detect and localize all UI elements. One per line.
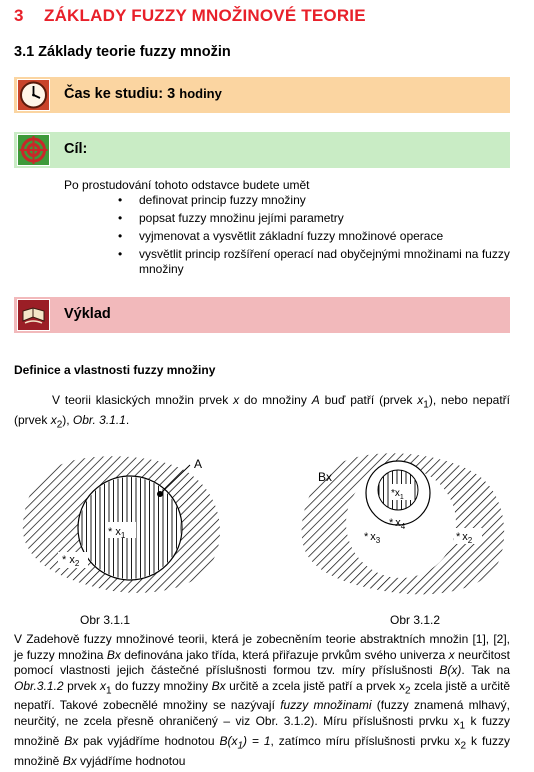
subheading: Definice a vlastnosti fuzzy množiny <box>14 363 216 377</box>
text-run: 2 <box>56 419 63 431</box>
text-run: . <box>125 412 130 427</box>
text-run: Bx <box>106 647 121 662</box>
text-run: Obr.3.1.2 <box>14 678 64 693</box>
svg-text:*x3: * $x_3$ <box>364 531 381 545</box>
text-run: 1 <box>237 740 243 752</box>
text-run: Bx <box>211 678 226 693</box>
text-run: ), nebo nepatří (prvek <box>14 393 510 427</box>
chapter-heading <box>14 6 366 26</box>
text-run: x <box>417 393 424 407</box>
text-run: Bx <box>64 733 79 748</box>
text-run: Bx <box>62 753 77 768</box>
text-run: . Tak na <box>461 663 511 677</box>
goal-item: • popsat fuzzy množinu jejími parametry <box>112 211 512 226</box>
study-time-value: 3 <box>167 86 176 102</box>
goal-list <box>112 193 512 280</box>
text-run: B(x) <box>439 663 462 677</box>
clock-icon <box>17 79 50 111</box>
text-run: k fuzzy množině <box>14 713 510 748</box>
book-icon <box>17 299 50 331</box>
text-run: 2 <box>405 684 411 696</box>
text-run: , zatímco míru příslušnosti prvku x <box>270 733 461 748</box>
section-title: 3.1 Základy teorie fuzzy množin <box>14 44 231 60</box>
set-bx-label: Bx <box>318 470 333 484</box>
text-run: určitě a zcela jistě patří a prvek x <box>225 678 406 693</box>
text-run: ), <box>62 412 73 427</box>
text-run: vyjádříme hodnotou <box>76 753 186 768</box>
goal-item: • vysvětlit princip rozšíření operací nad obyčejnými množinami na fuzzy množiny <box>112 247 512 277</box>
set-a-label: A <box>194 457 203 471</box>
paragraph-1 <box>14 393 510 433</box>
figure-3-1-2 <box>302 453 505 594</box>
goal-band <box>14 132 510 168</box>
text-run: V Zadehově fuzzy množinové teorii, která je zobecněním teorie abstraktních množin [1], [2], je fuzzy množina <box>14 632 510 662</box>
text-run: do fuzzy množiny <box>111 678 212 693</box>
svg-text:*x2: * $x_2$ <box>456 531 473 545</box>
text-run: do množiny <box>239 393 312 407</box>
text-run: buď patří (prvek <box>319 393 418 407</box>
explanation-label: Výklad <box>64 306 111 322</box>
text-run: 1 <box>105 684 112 696</box>
svg-text:* x2: * $x_2$ <box>62 554 80 568</box>
svg-text:*x1: $*x_1$ <box>391 488 404 501</box>
text-run: prvek <box>63 678 100 693</box>
study-time-caption: Čas ke studiu: <box>64 86 164 102</box>
figure-3-1-1 <box>23 456 220 593</box>
text-run: x <box>233 393 240 407</box>
text-run: B(x <box>219 733 238 748</box>
chapter-title: ZÁKLADY FUZZY MNOŽINOVÉ TEORIE <box>44 6 366 25</box>
caption-fig-2: Obr 3.1.2 <box>390 613 441 627</box>
caption-fig-1: Obr 3.1.1 <box>80 613 131 627</box>
text-run: definována jako třída, která přiřazuje prvkům svého univerza <box>120 647 449 662</box>
text-run: fuzzy množinami <box>280 698 372 713</box>
paragraph-2 <box>14 632 510 769</box>
text-run: ) = 1 <box>243 733 271 748</box>
goal-intro: Po prostudování tohoto odstavce budete umět <box>64 178 310 192</box>
svg-text:* x1: * $x_1$ <box>108 526 126 540</box>
svg-text:*x4: * $x_4$ <box>389 517 406 531</box>
text-run: 2 <box>460 740 467 752</box>
figures <box>18 448 514 598</box>
text-run: A <box>311 393 320 407</box>
study-time-unit: hodiny <box>179 86 222 101</box>
text-run: 1 <box>423 399 429 411</box>
text-run: 1 <box>459 720 466 732</box>
study-time-band <box>14 77 510 113</box>
text-run: k fuzzy množině <box>14 733 510 768</box>
text-run: x <box>448 647 455 662</box>
target-icon <box>17 134 50 166</box>
goal-item: • vyjmenovat a vysvětlit základní fuzzy množinové operace <box>112 229 512 244</box>
text-run: x <box>99 678 106 693</box>
text-run: pak vyjádříme hodnotou <box>78 733 220 748</box>
explanation-band <box>14 297 510 333</box>
chapter-number: 3 <box>14 6 24 25</box>
text-run: V teorii klasických množin prvek <box>52 393 234 407</box>
text-run: zcela jistě a určitě nepatří. Takové zobecnělé množiny se nazývají <box>14 678 511 713</box>
text-run: Obr. 3.1.1 <box>72 412 126 427</box>
text-run: (fuzzy znamená mlhavý, neurčitý, ne zcela přesně ohraničený – viz Obr. 3.1.2). Míru příslušnosti prvku x <box>14 698 510 728</box>
text-run: neurčitost pomocí vlastnosti jejich částečné příslušnosti formou tzv. míry příslušnosti <box>14 647 510 677</box>
goal-item: • definovat princip fuzzy množiny <box>112 193 512 208</box>
text-run: x <box>50 412 57 427</box>
study-time-label <box>64 86 222 102</box>
goal-label: Cíl: <box>64 141 88 157</box>
